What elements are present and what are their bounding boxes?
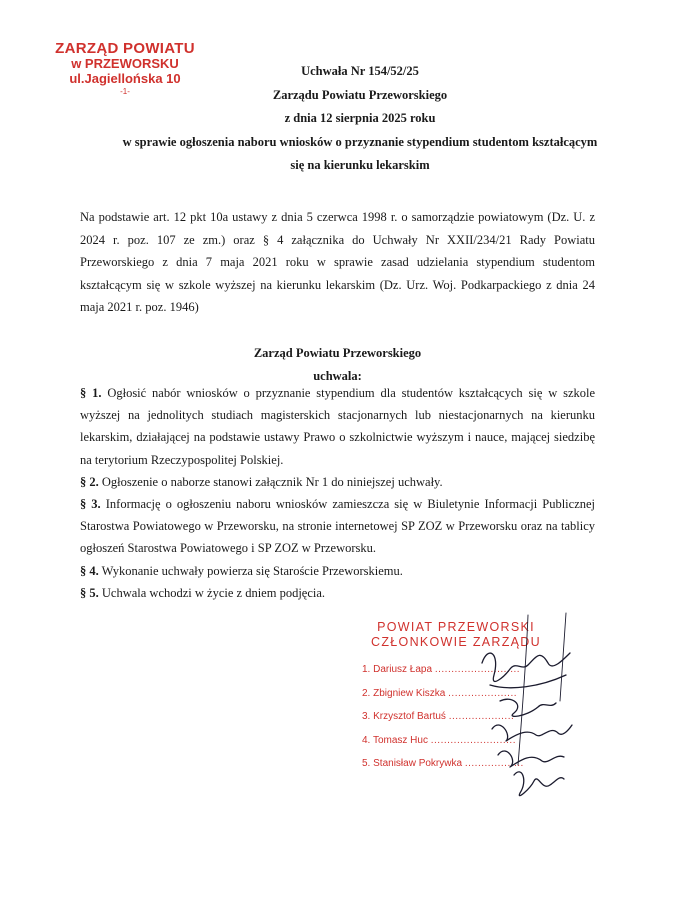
member-entry: 1. Dariusz Łapa .......................... bbox=[362, 664, 521, 675]
member-entry: 4. Tomasz Huc .......................... bbox=[362, 734, 516, 746]
resolution-date: z dnia 12 sierpnia 2025 roku bbox=[284, 111, 436, 125]
members-stamp-title-line-1: POWIAT PRZEWORSKI bbox=[377, 620, 535, 634]
section-text: Uchwala wchodzi w życie z dniem podjęcia. bbox=[101, 585, 326, 600]
resolution-number: Uchwała Nr 154/52/25 bbox=[301, 64, 419, 78]
resolution-subject-line-2: się na kierunku lekarskim bbox=[290, 158, 430, 172]
member-entry: 2. Zbigniew Kiszka ..................... bbox=[362, 687, 518, 699]
section-number: § 1. bbox=[80, 386, 102, 400]
legal-basis-paragraph: Na podstawie art. 12 pkt 10a ustawy z dnia 5 czerwca 1998 r. o samorządzie powiatowym (Dz. U. z 2024 r. poz. 107 ze zm.) oraz § 4 załącznika do Uchwały Nr XXII/234/21 Rady Powiatu Przeworskiego z dnia 7 maja 2021 roku w sprawie zasad udzielania stypendium studentom kształcącym się w szkole wyższej na kierunku lekarskim (Dz. Urz. Woj. Podkarpackiego z dnia 24 maja 2021 r. poz. 1946) bbox=[80, 210, 595, 314]
stamp-line-3: ul.Jagiellońska 10 bbox=[69, 71, 181, 87]
member-entry: 5. Stanisław Pokrywka .................. bbox=[362, 758, 524, 769]
resolution-verb: uchwala: bbox=[313, 368, 362, 383]
member-name: 2. Zbigniew Kiszka bbox=[362, 687, 446, 699]
section-number: § 5. bbox=[80, 585, 99, 600]
section-number: § 4. bbox=[80, 563, 99, 578]
section-text: Informację o ogłoszeniu naboru wniosków zamieszcza się w Biuletynie Informacji Publicznej Starostwa Powiatowego w Przeworsku, na stronie internetowej SP ZOZ w Przeworsku oraz na tablicy ogłoszeń Starostwa Powiatowego i SP ZOZ w Przeworsku. bbox=[80, 497, 596, 556]
signature-5 bbox=[514, 772, 564, 796]
resolution-heading bbox=[80, 342, 595, 387]
section-paragraph bbox=[80, 582, 595, 604]
document-header bbox=[80, 60, 640, 178]
member-name: 5. Stanisław Pokrywka bbox=[362, 758, 463, 769]
section-paragraph bbox=[80, 382, 595, 471]
section-paragraph bbox=[80, 471, 595, 493]
signature-4 bbox=[498, 751, 564, 767]
section-text: Ogłosić nabór wniosków o przyznanie stypendium dla studentów kształcących się w szkole wyższej na jednolitych studiach magisterskich stacjonarnych lub niestacjonarnych na kierunku lekarskim, działającej na podstawie ustawy Prawo o szkolnictwie wyższym i nauce, mającej siedzibę na terytorium Rzeczypospolitej Polskiej. bbox=[80, 386, 596, 467]
section-paragraph bbox=[80, 560, 595, 582]
signature-2 bbox=[500, 699, 556, 716]
issuing-authority: Zarządu Powiatu Przeworskiego bbox=[272, 87, 448, 102]
member-entry: 3. Krzysztof Bartuś .................... bbox=[362, 711, 515, 722]
member-name: 1. Dariusz Łapa bbox=[362, 664, 433, 675]
members-stamp-title-line-2: CZŁONKOWIE ZARZĄDU bbox=[371, 635, 541, 649]
resolution-sections bbox=[80, 382, 595, 604]
section-text: Wykonanie uchwały powierza się Staroście Przeworskiemu. bbox=[101, 563, 403, 578]
section-number: § 2. bbox=[80, 474, 99, 489]
member-name: 3. Krzysztof Bartuś bbox=[362, 711, 446, 722]
stamp-line-2: w PRZEWORSKU bbox=[71, 56, 179, 72]
stamp-line-1: ZARZĄD POWIATU bbox=[55, 40, 195, 57]
stamp-line-4: -1- bbox=[120, 87, 130, 97]
resolution-subject-line-1: w sprawie ogłoszenia naboru wniosków o przyznanie stypendium studentom kształcącym bbox=[122, 134, 598, 149]
member-name: 4. Tomasz Huc bbox=[362, 734, 428, 746]
handwritten-signatures bbox=[470, 605, 580, 815]
signature-3 bbox=[492, 725, 572, 741]
resolving-body: Zarząd Powiatu Przeworskiego bbox=[253, 346, 422, 360]
section-text: Ogłoszenie o naborze stanowi załącznik Nr 1 do niniejszej uchwały. bbox=[101, 474, 443, 489]
section-number: § 3. bbox=[80, 497, 101, 512]
section-paragraph bbox=[80, 493, 595, 560]
